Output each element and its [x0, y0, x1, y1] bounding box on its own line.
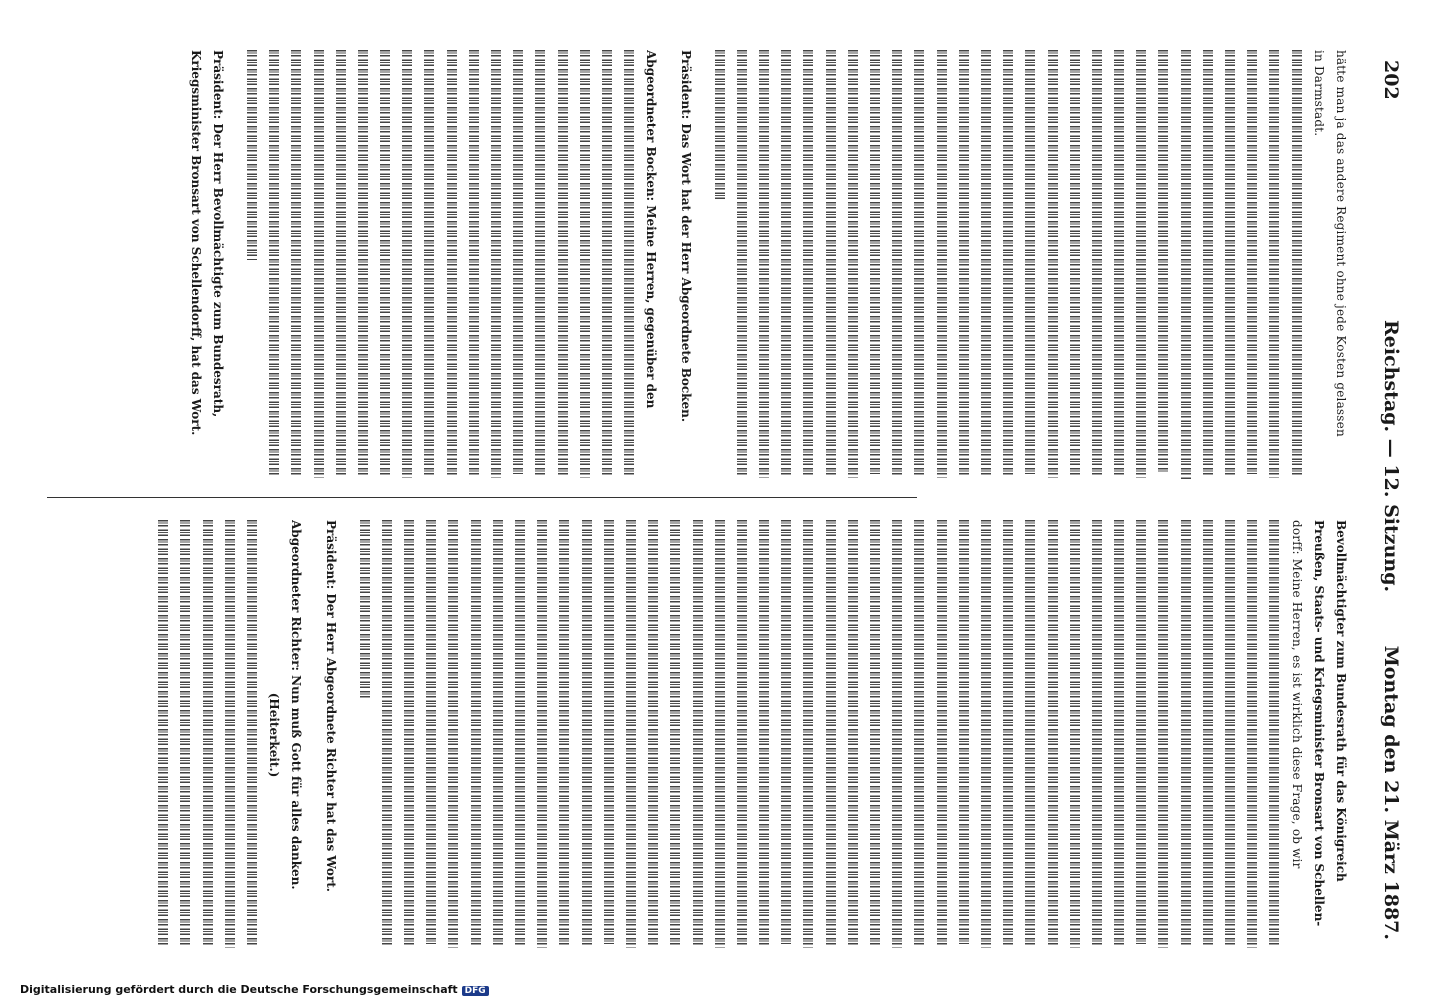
- text-line: dorff: Meine Herren, es ist wirklich diese Frage, ob wir: [1289, 520, 1304, 869]
- text-line: [354, 520, 376, 950]
- text-line: [953, 50, 975, 480]
- text-line: [1019, 520, 1041, 950]
- laughter-note: (Heiterkeit.): [267, 692, 282, 778]
- text-line: [507, 50, 529, 480]
- text-line: [1019, 50, 1041, 480]
- text-line: [820, 520, 842, 950]
- text-line: [975, 520, 997, 950]
- text-line: [997, 50, 1019, 480]
- text-line: [1152, 520, 1174, 950]
- text-line: [709, 50, 731, 480]
- text-line: hätte man ja das andere Regiment ohne jede Kosten gelassen: [1334, 50, 1348, 437]
- text-line: [1219, 50, 1241, 480]
- text-line: [398, 520, 420, 950]
- text-line: [553, 520, 575, 950]
- speaker-line-richter: Abgeordneter Richter: Nun muß Gott für alles danken.: [289, 520, 304, 890]
- session-date: Montag den 21. März 1887.: [1380, 645, 1402, 940]
- text-line: [574, 50, 596, 480]
- text-column-left: [62, 50, 1352, 480]
- text-line: [420, 520, 442, 950]
- text-line: [775, 520, 797, 950]
- text-line: [886, 50, 908, 480]
- digitization-credit: [20, 983, 489, 996]
- text-line: [753, 50, 775, 480]
- text-line: [1064, 520, 1086, 950]
- text-line: [618, 50, 640, 480]
- text-line: [598, 520, 620, 950]
- speaker-line-president: Präsident: Das Wort hat der Herr Abgeordnete Bocken.: [678, 50, 693, 422]
- text-line: [152, 520, 174, 950]
- text-line: [529, 50, 551, 480]
- text-line: [1064, 50, 1086, 480]
- page-header: [1354, 60, 1402, 940]
- text-line: [864, 520, 886, 950]
- page-number: 202: [1380, 60, 1402, 100]
- text-line: [820, 50, 842, 480]
- text-line: [1241, 50, 1263, 480]
- text-line: [1285, 50, 1307, 480]
- text-line: [1130, 520, 1152, 950]
- text-line: [575, 520, 597, 950]
- text-line: [352, 50, 374, 480]
- text-line: [441, 50, 463, 480]
- text-line: [196, 520, 218, 950]
- text-line: [709, 520, 731, 950]
- text-line: [1263, 50, 1285, 480]
- text-line: [442, 520, 464, 950]
- speaker-line-minister-cont: Preußen, Staats- und Kriegsminister Bronsart von Schellen-: [1311, 520, 1326, 927]
- text-line: [686, 520, 708, 950]
- text-line: [1086, 520, 1108, 950]
- text-line: [485, 50, 507, 480]
- text-line: [307, 50, 329, 480]
- text-line: [930, 520, 952, 950]
- text-line: [1130, 50, 1152, 480]
- text-line: [174, 520, 196, 950]
- text-line: [908, 520, 930, 950]
- text-line: [1175, 50, 1197, 480]
- speaker-line-minister: Bevollmächtigter zum Bundesrath für das Königreich: [1334, 520, 1348, 882]
- speaker-line-president: Präsident: Der Herr Abgeordnete Richter hat das Wort.: [323, 520, 338, 892]
- text-line: [376, 520, 398, 950]
- text-line: [241, 520, 263, 950]
- running-head: Reichstag. — 12. Sitzung.: [1380, 320, 1402, 593]
- text-line: [1152, 50, 1174, 480]
- text-line: [418, 50, 440, 480]
- text-line: [509, 520, 531, 950]
- text-line: [1175, 520, 1197, 950]
- text-line: [797, 50, 819, 480]
- text-line: [241, 50, 263, 480]
- text-line: [953, 520, 975, 950]
- speaker-line-president: Präsident: Der Herr Bevollmächtigte zum Bundesrath,: [210, 50, 225, 418]
- text-line: [330, 50, 352, 480]
- credit-text: Digitalisierung gefördert durch die Deutsche Forschungsgemeinschaft: [20, 983, 458, 996]
- text-line: [1041, 520, 1063, 950]
- text-line: [620, 520, 642, 950]
- text-line: [219, 520, 241, 950]
- text-line: [664, 520, 686, 950]
- text-line: [642, 520, 664, 950]
- text-line: [374, 50, 396, 480]
- text-line: [842, 520, 864, 950]
- text-line: [396, 50, 418, 480]
- text-line: [975, 50, 997, 480]
- speaker-line-bocken: Abgeordneter Bocken: Meine Herren, gegenüber den: [644, 50, 659, 409]
- text-line: [842, 50, 864, 480]
- text-line: [864, 50, 886, 480]
- text-line: [1108, 50, 1130, 480]
- text-line: [1086, 50, 1108, 480]
- speaker-line-president-cont: Kriegsminister Bronsart von Schellendorff, hat das Wort.: [188, 50, 203, 436]
- text-line: [997, 520, 1019, 950]
- text-line: [797, 520, 819, 950]
- text-line: [1197, 50, 1219, 480]
- text-line: in Darmstadt.: [1311, 50, 1326, 137]
- text-line: [753, 520, 775, 950]
- text-line: [1108, 520, 1130, 950]
- text-line: [775, 50, 797, 480]
- text-line: [487, 520, 509, 950]
- text-line: [596, 50, 618, 480]
- text-line: [1219, 520, 1241, 950]
- dfg-logo: DFG: [462, 986, 489, 996]
- text-line: [465, 520, 487, 950]
- text-line: [463, 50, 485, 480]
- text-column-right: [62, 520, 1352, 950]
- text-line: [731, 50, 753, 480]
- column-divider: [47, 497, 917, 498]
- text-line: [1241, 520, 1263, 950]
- text-line: [731, 520, 753, 950]
- text-line: [551, 50, 573, 480]
- text-line: [1197, 520, 1219, 950]
- text-line: [908, 50, 930, 480]
- text-line: [886, 520, 908, 950]
- text-line: [531, 520, 553, 950]
- text-line: [263, 50, 285, 480]
- text-line: [930, 50, 952, 480]
- text-line: [1041, 50, 1063, 480]
- text-line: [285, 50, 307, 480]
- text-line: [1263, 520, 1285, 950]
